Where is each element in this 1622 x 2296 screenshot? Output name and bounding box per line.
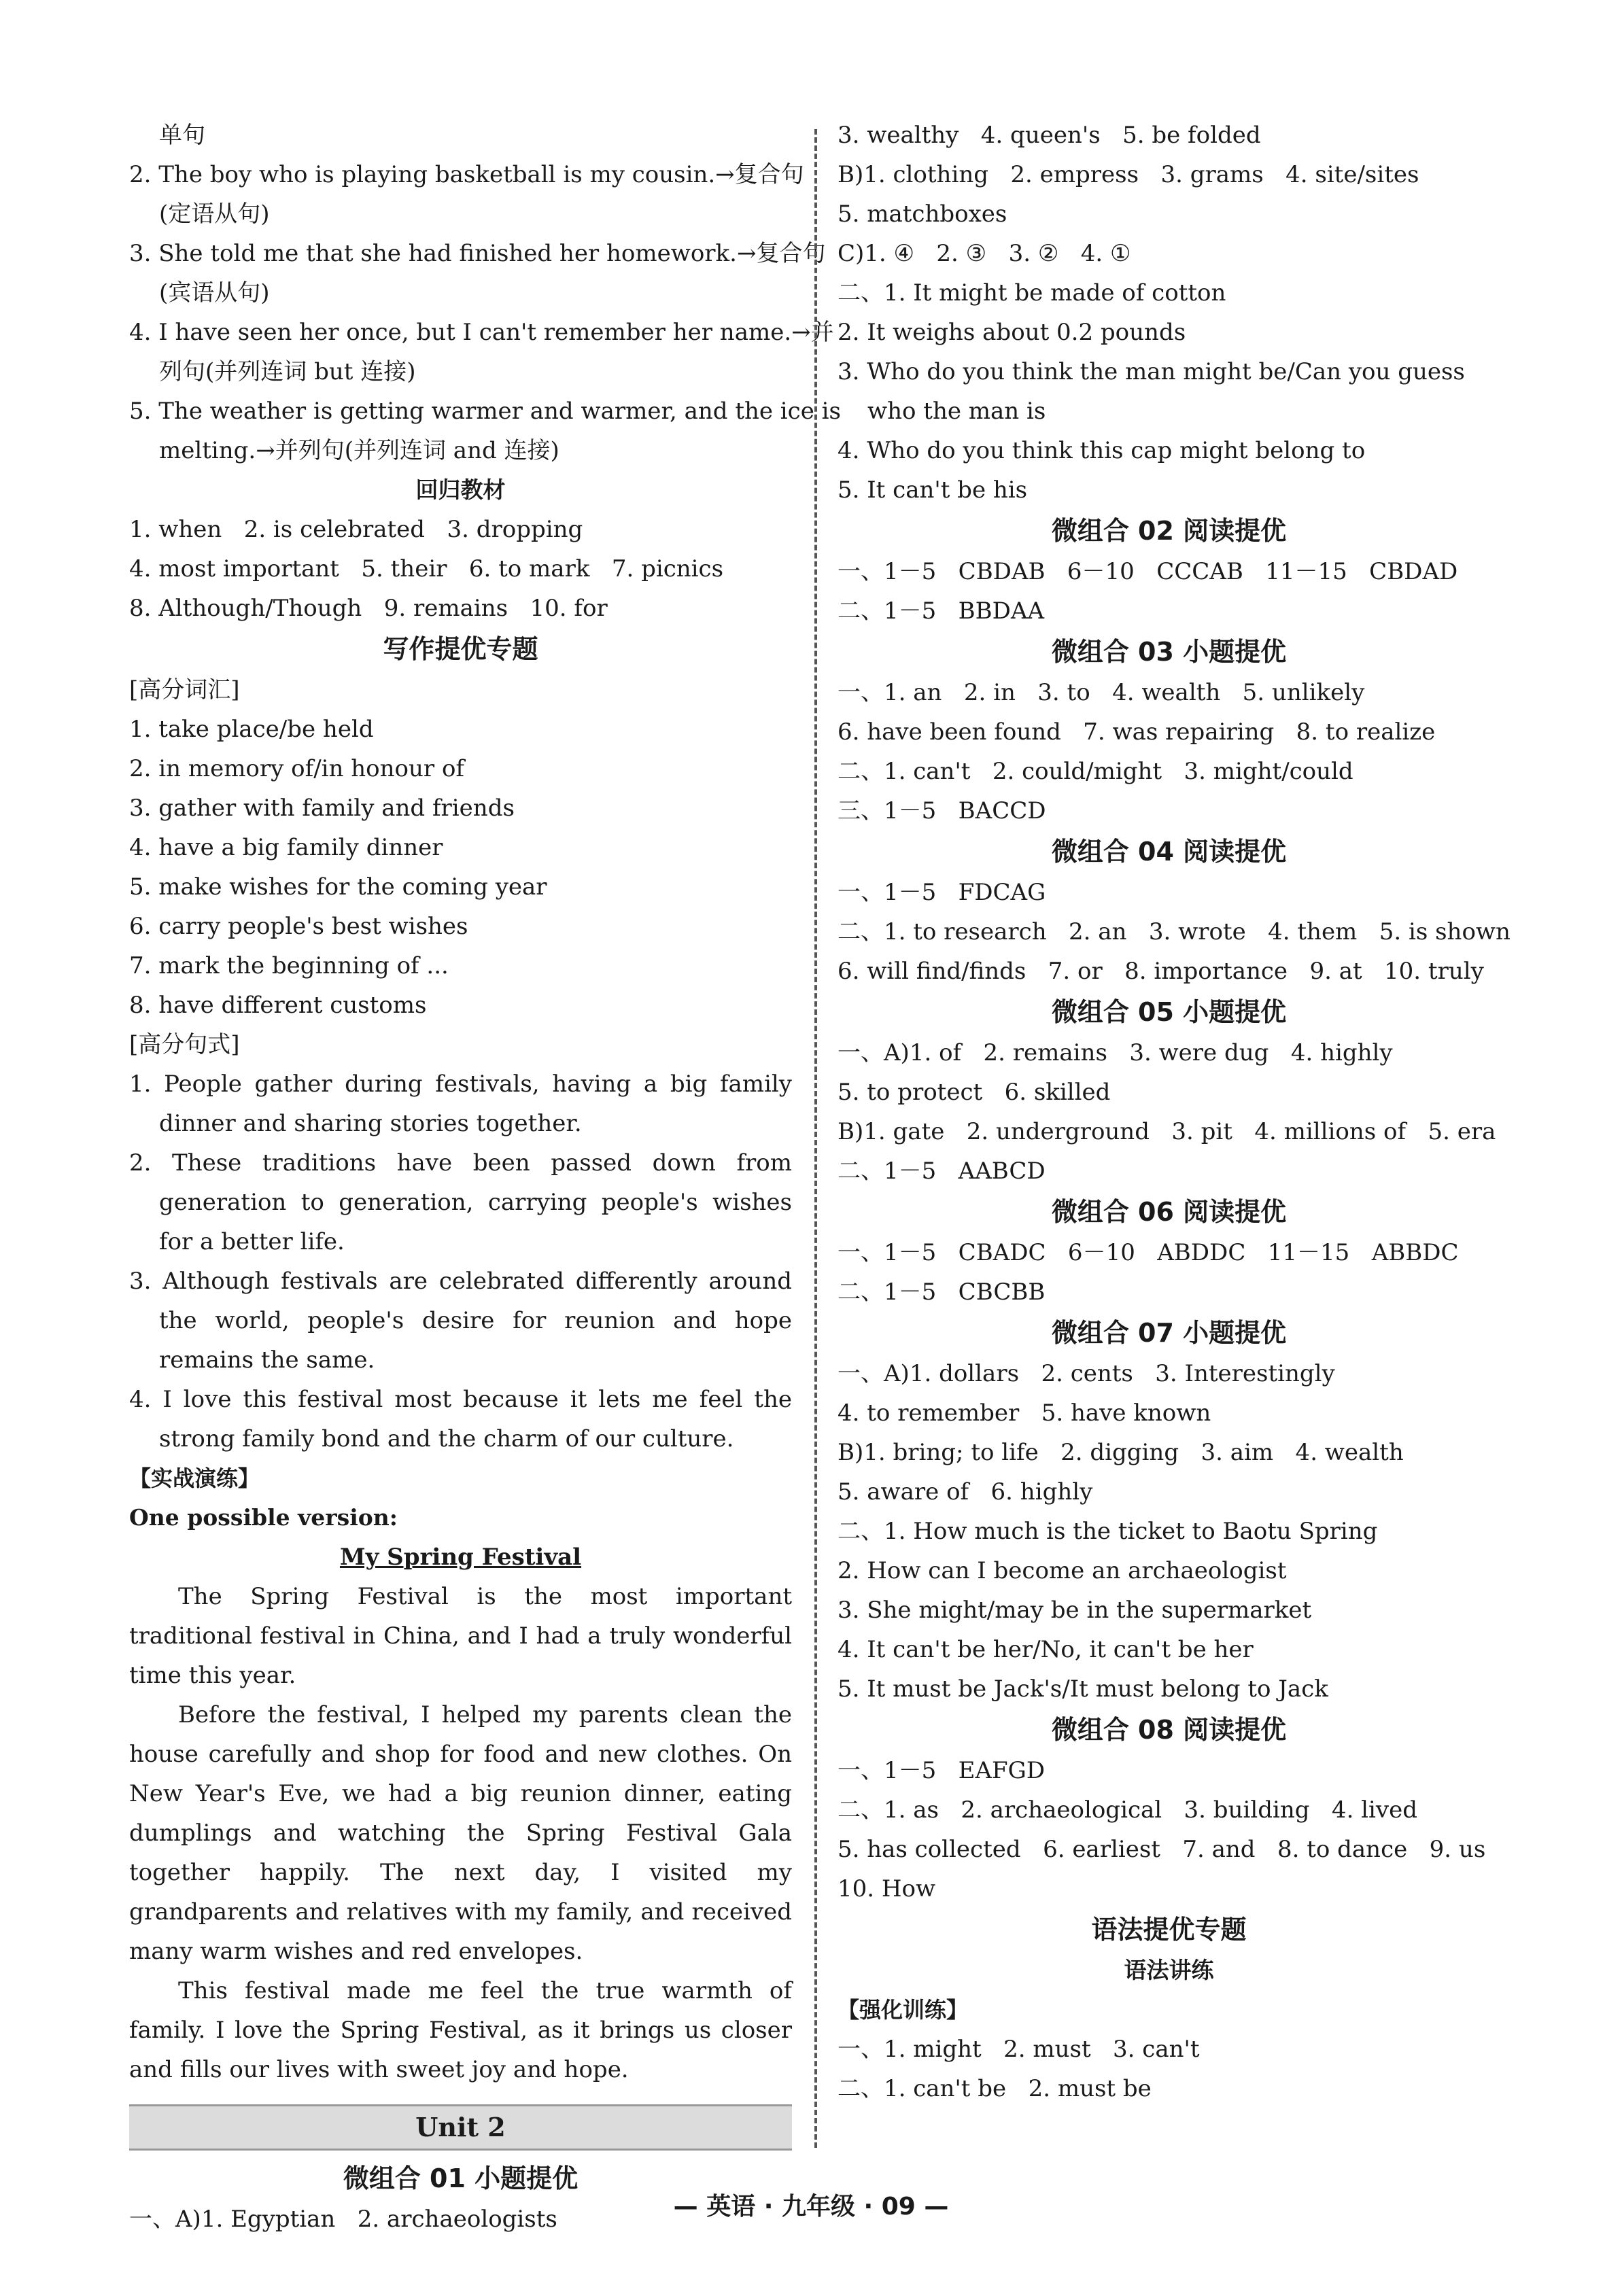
answer-line: 二、1. as 2. archaeological 3. building 4. lived <box>838 1796 1418 1824</box>
essay-paragraph: The Spring Festival is the most important traditional festival in China, and I had a truly wonderful time this year. <box>129 1583 792 1689</box>
essay-paragraph: Before the festival, I helped my parents clean the house carefully and shop for food and new clothes. On New Year's Eve, we had a big reunion dinner, eating dumplings and watching the Spring Festival Gala together happily. The next day, I visited my grandparents and relatives with my family, and received many warm wishes and red envelopes. <box>129 1701 792 1965</box>
vocab-item: 6. carry people's best wishes <box>129 913 468 940</box>
text-line: 列句(并列连词 but 连接) <box>159 358 416 385</box>
essay-title: My Spring Festival <box>339 1544 582 1571</box>
answer-line: 5. matchboxes <box>838 201 1007 228</box>
answer-line: 一、1. an 2. in 3. to 4. wealth 5. unlikely <box>838 679 1365 706</box>
answer-line: 一、A)1. of 2. remains 3. were dug 4. highly <box>838 1039 1393 1066</box>
group-heading: 微组合 05 小题提优 <box>1051 997 1287 1027</box>
version-label: One possible version: <box>129 1504 398 1531</box>
group-heading: 微组合 06 阅读提优 <box>1051 1197 1287 1227</box>
answer-line: 一、A)1. dollars 2. cents 3. Interestingly <box>838 1360 1335 1387</box>
answer-line: 二、1－5 CBCBB <box>838 1279 1046 1306</box>
group-heading: 微组合 03 小题提优 <box>1051 637 1287 667</box>
answer-line: 一、1－5 CBDAB 6－10 CCCAB 11－15 CBDAD <box>838 558 1458 585</box>
text-line: 3. She told me that she had finished her homework.→复合句 <box>129 240 826 267</box>
answer-line: 一、1－5 CBADC 6－10 ABDDC 11－15 ABBDC <box>838 1239 1459 1266</box>
answer-line: 5. to protect 6. skilled <box>838 1079 1111 1106</box>
text-line: (定语从句) <box>159 201 270 228</box>
sentence-label: [高分句式] <box>129 1031 240 1058</box>
answer-line: 1. when 2. is celebrated 3. dropping <box>129 516 583 543</box>
answer-line: 2. It weighs about 0.2 pounds <box>838 319 1186 346</box>
answer-line: 3. wealthy 4. queen's 5. be folded <box>838 122 1261 149</box>
answer-line: 4. Who do you think this cap might belong to <box>838 437 1366 464</box>
answer-groups <box>838 510 1511 1909</box>
sentence-item: 1. People gather during festivals, having a big family dinner and sharing stories together. <box>129 1071 792 1137</box>
answer-line: 10. How <box>838 1875 936 1902</box>
right-column <box>838 116 1511 2108</box>
answer-line: 二、1. It might be made of cotton <box>838 279 1226 307</box>
vocab-item: 1. take place/be held <box>129 716 374 743</box>
answer-line: 一、A)1. Egyptian 2. archaeologists <box>129 2206 557 2233</box>
answer-line: 5. has collected 6. earliest 7. and 8. to dance 9. us <box>838 1836 1486 1863</box>
answer-line: 二、1－5 BBDAA <box>838 597 1045 625</box>
vocab-item: 2. in memory of/in honour of <box>129 755 464 782</box>
group-heading: 微组合 07 小题提优 <box>1051 1318 1287 1348</box>
group-heading: 微组合 08 阅读提优 <box>1051 1715 1287 1745</box>
section-heading-writing: 写作提优专题 <box>383 634 538 664</box>
unit-title-bar: Unit 2 <box>129 2104 792 2151</box>
answer-line: B)1. bring; to life 2. digging 3. aim 4. wealth <box>838 1439 1404 1466</box>
answer-line: 一、1. might 2. must 3. can't <box>838 2036 1200 2063</box>
vocab-label: [高分词汇] <box>129 676 240 703</box>
section-heading-return-textbook: 回归教材 <box>415 476 506 503</box>
vocab-item: 4. have a big family dinner <box>129 834 443 861</box>
text-line: (宾语从句) <box>159 279 270 307</box>
answer-line: 2. How can I become an archaeologist <box>838 1557 1287 1584</box>
answer-line: B)1. gate 2. underground 3. pit 4. millions of 5. era <box>838 1118 1496 1145</box>
group-heading: 微组合 01 小题提优 <box>343 2163 579 2193</box>
answer-line: 8. Although/Though 9. remains 10. for <box>129 595 608 622</box>
answer-line: 3. She might/may be in the supermarket <box>838 1597 1312 1624</box>
section-subheading-grammar: 语法讲练 <box>1124 1957 1214 1983</box>
answer-line: 4. to remember 5. have known <box>838 1399 1211 1427</box>
sentence-item: 4. I love this festival most because it lets me feel the strong family bond and the charm of our culture. <box>129 1386 792 1453</box>
answer-line: 二、1－5 AABCD <box>838 1158 1046 1185</box>
answer-line: 4. It can't be her/No, it can't be her <box>838 1636 1254 1663</box>
section-heading-grammar: 语法提优专题 <box>1091 1915 1247 1945</box>
answer-line: 6. will find/finds 7. or 8. importance 9. at 10. truly <box>838 958 1484 985</box>
answer-line: 4. most important 5. their 6. to mark 7. picnics <box>129 555 724 582</box>
vocab-item: 7. mark the beginning of ... <box>129 952 449 979</box>
text-line: melting.→并列句(并列连词 and 连接) <box>159 437 559 464</box>
answer-line: 6. have been found 7. was repairing 8. to realize <box>838 718 1436 746</box>
answer-line: 一、1－5 FDCAG <box>838 879 1046 906</box>
answer-line: 5. aware of 6. highly <box>838 1478 1093 1506</box>
vocab-item: 8. have different customs <box>129 992 427 1019</box>
vocab-item: 5. make wishes for the coming year <box>129 873 547 901</box>
text-line: 4. I have seen her once, but I can't remember her name.→并 <box>129 319 834 346</box>
page-footer: — 英语 · 九年级 · 09 — <box>673 2193 949 2221</box>
answer-line: 三、1－5 BACCD <box>838 797 1046 824</box>
answer-line: 一、1－5 EAFGD <box>838 1757 1046 1784</box>
text-line: 单句 <box>159 122 205 149</box>
answer-line: 二、1. How much is the ticket to Baotu Spring <box>838 1518 1378 1545</box>
answer-line: C)1. ④ 2. ③ 3. ② 4. ① <box>838 240 1131 267</box>
vocab-item: 3. gather with family and friends <box>129 795 515 822</box>
answer-line: 3. Who do you think the man might be/Can you guess who the man is <box>838 358 1465 425</box>
text-line: 2. The boy who is playing basketball is my cousin.→复合句 <box>129 161 804 188</box>
essay-paragraph: This festival made me feel the true warmth of family. I love the Spring Festival, as it brings us closer and fills our lives with sweet joy and hope. <box>129 1977 792 2083</box>
strengthen-label: 【强化训练】 <box>838 1997 969 2023</box>
sentence-item: 2. These traditions have been passed down from generation to generation, carrying people's wishes for a better life. <box>129 1149 792 1255</box>
answer-line: 二、1. can't be 2. must be <box>838 2075 1152 2102</box>
practice-label: 【实战演练】 <box>129 1465 260 1491</box>
sentence-item: 3. Although festivals are celebrated differently around the world, people's desire for reunion and hope remains the same. <box>129 1268 792 1374</box>
answer-line: 二、1. can't 2. could/might 3. might/could <box>838 758 1353 785</box>
group-heading: 微组合 04 阅读提优 <box>1051 837 1287 867</box>
answer-line: 5. It can't be his <box>838 476 1028 504</box>
group-heading: 微组合 02 阅读提优 <box>1051 516 1287 546</box>
text-line: 5. The weather is getting warmer and warmer, and the ice is <box>129 398 841 425</box>
answer-line: 二、1. to research 2. an 3. wrote 4. them 5. is shown <box>838 918 1511 945</box>
column-divider <box>814 129 817 2148</box>
answer-line: B)1. clothing 2. empress 3. grams 4. site/sites <box>838 161 1419 188</box>
answer-line: 5. It must be Jack's/It must belong to Jack <box>838 1675 1328 1703</box>
